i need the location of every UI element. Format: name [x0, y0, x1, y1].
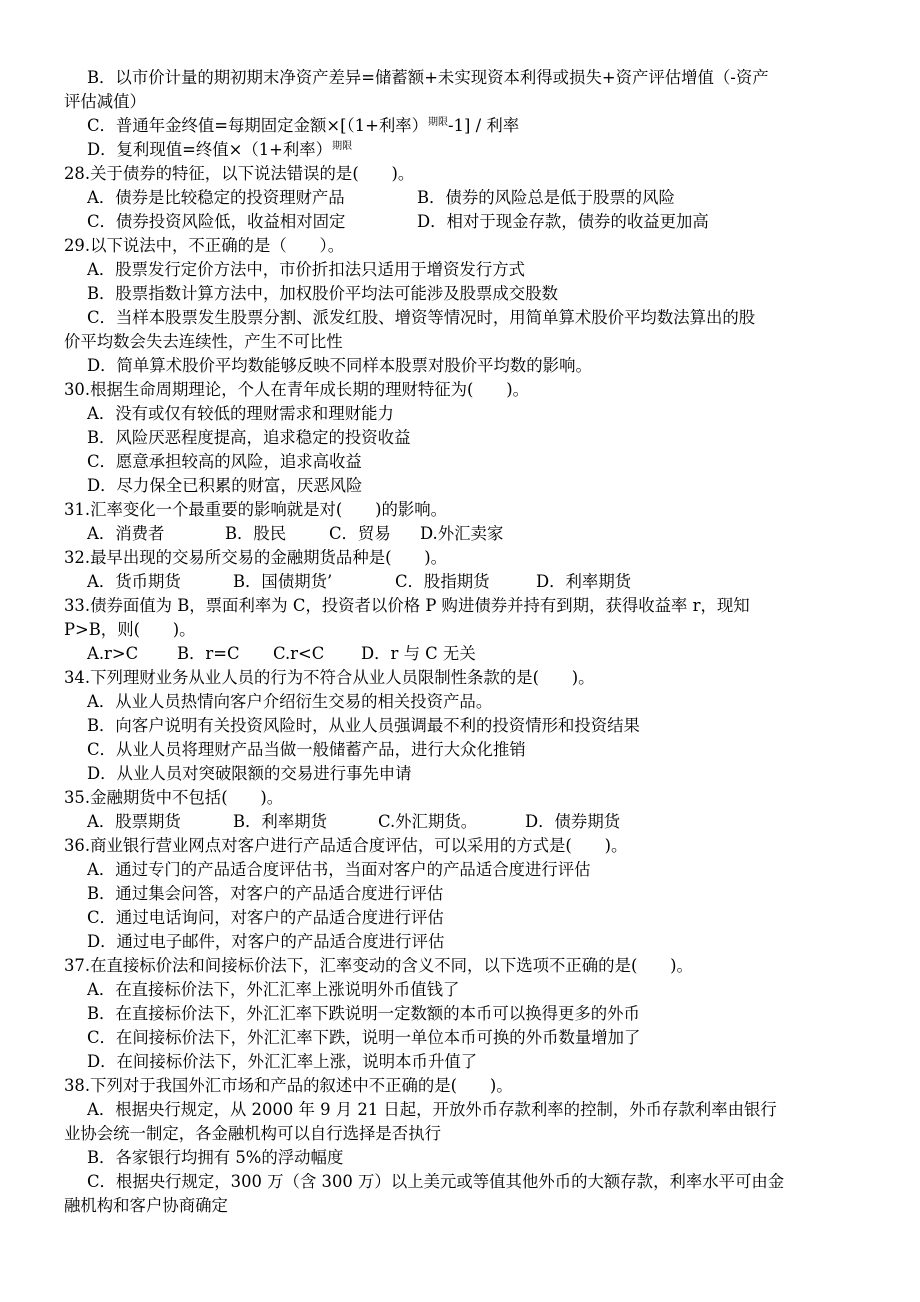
question-36-option-d: D．通过电子邮件，对客户的产品适合度进行评估 — [87, 932, 445, 951]
question-38-option-a-line2: 业协会统一制定，各金融机构可以自行选择是否执行 — [64, 1124, 441, 1143]
question-33-stem-line1: 33.债券面值为 B，票面利率为 C，投资者以价格 P 购进债券并持有到期，获得收益率 r，现知 — [64, 596, 750, 615]
question-31-option-c: C．贸易 — [329, 524, 391, 543]
question-28-options-row2 — [0, 210, 920, 234]
question-35-option-b: B．利率期货 — [233, 812, 327, 831]
question-35-stem: 35.金融期货中不包括( )。 — [64, 788, 284, 807]
question-38-option-b: B．各家银行均拥有 5%的浮动幅度 — [87, 1148, 344, 1167]
question-33-option-a: A.r>C — [87, 644, 139, 663]
question-33-options — [0, 642, 920, 666]
question-33-option-b: B．r=C — [177, 644, 240, 663]
question-35-options — [0, 810, 920, 834]
question-37-option-a: A．在直接标价法下，外汇汇率上涨说明外币值钱了 — [87, 980, 460, 999]
question-29-option-a: A．股票发行定价方法中，市价折扣法只适用于增资发行方式 — [87, 260, 525, 279]
question-36-option-b: B．通过集会问答，对客户的产品适合度进行评估 — [87, 884, 444, 903]
question-35-option-c: C.外汇期货。 — [378, 812, 478, 831]
question-28-option-a: A．债券是比较稳定的投资理财产品 — [87, 188, 345, 207]
question-33-option-d: D．r 与 C 无关 — [361, 644, 476, 663]
question-28-options-row1 — [0, 186, 920, 210]
question-36-option-a: A．通过专门的产品适合度评估书，当面对客户的产品适合度进行评估 — [87, 860, 591, 879]
question-34-option-c: C．从业人员将理财产品当做一般储蓄产品，进行大众化推销 — [87, 740, 526, 759]
question-29-stem: 29.以下说法中，不正确的是（ ）。 — [64, 236, 345, 255]
option-c: C．普通年金终值=每期固定金额×[（1+利率）$^{期限}$-1] / 利率 — [87, 116, 520, 135]
question-32-options — [0, 570, 920, 594]
question-29-option-c-line2: 价平均数会失去连续性，产生不可比性 — [64, 332, 343, 351]
question-35-option-a: A．股票期货 — [87, 812, 181, 831]
question-32-option-c: C．股指期货 — [395, 572, 490, 591]
question-34-option-a: A．从业人员热情向客户介绍衍生交易的相关投资产品。 — [87, 692, 493, 711]
question-28-stem: 28.关于债券的特征，以下说法错误的是( )。 — [64, 164, 415, 183]
question-37-option-b: B．在直接标价法下，外汇汇率下跌说明一定数额的本币可以换得更多的外币 — [87, 1004, 640, 1023]
question-28-option-b: B．债券的风险总是低于股票的风险 — [417, 188, 675, 207]
question-34-stem: 34.下列理财业务从业人员的行为不符合从业人员限制性条款的是( )。 — [64, 668, 595, 687]
question-29-option-c-line1: C．当样本股票发生股票分割、派发红股、增资等情况时，用简单算术股价平均数法算出的股 — [87, 308, 756, 327]
question-31-stem: 31.汇率变化一个最重要的影响就是对( )的影响。 — [64, 500, 448, 519]
question-28-option-c: C．债券投资风险低，收益相对固定 — [87, 212, 346, 231]
question-36-stem: 36.商业银行营业网点对客户进行产品适合度评估，可以采用的方式是( )。 — [64, 836, 628, 855]
question-30-option-b: B．风险厌恶程度提高，追求稳定的投资收益 — [87, 428, 411, 447]
question-38-option-c-line2: 融机构和客户协商确定 — [64, 1196, 228, 1215]
question-30-option-c: C．愿意承担较高的风险，追求高收益 — [87, 452, 362, 471]
question-32-option-a: A．货币期货 — [87, 572, 181, 591]
question-33-stem-line2: P>B，则( )。 — [64, 620, 196, 639]
question-31-option-d: D.外汇卖家 — [420, 524, 504, 543]
question-32-stem: 32.最早出现的交易所交易的金融期货品种是( )。 — [64, 548, 448, 567]
question-32-option-d: D．利率期货 — [536, 572, 632, 591]
question-37-option-d: D．在间接标价法下，外汇汇率上涨，说明本币升值了 — [87, 1052, 478, 1071]
question-29-option-b: B．股票指数计算方法中，加权股价平均法可能涉及股票成交股数 — [87, 284, 558, 303]
question-30-option-d: D．尽力保全已积累的财富，厌恶风险 — [87, 476, 363, 495]
question-31-option-a: A．消费者 — [87, 524, 165, 543]
question-30-option-a: A．没有或仅有较低的理财需求和理财能力 — [87, 404, 394, 423]
question-32-option-b: B．国债期货’ — [233, 572, 333, 591]
question-31-option-b: B．股民 — [225, 524, 287, 543]
question-38-stem: 38.下列对于我国外汇市场和产品的叙述中不正确的是( )。 — [64, 1076, 513, 1095]
question-28-option-d: D．相对于现金存款，债券的收益更加高 — [417, 212, 709, 231]
question-38-option-a-line1: A．根据央行规定，从 2000 年 9 月 21 日起，开放外币存款利率的控制，外币存款利率由银行 — [87, 1100, 777, 1119]
option-d: D．复利现值=终值×（1+利率）$^{期限}$ — [87, 140, 353, 159]
question-33-option-c: C.r<C — [273, 644, 325, 663]
option-b-line2: 评估减值） — [64, 92, 146, 111]
question-30-stem: 30.根据生命周期理论，个人在青年成长期的理财特征为( )。 — [64, 380, 530, 399]
question-34-option-b: B．向客户说明有关投资风险时，从业人员强调最不利的投资情形和投资结果 — [87, 716, 640, 735]
question-29-option-d: D．简单算术股价平均数能够反映不同样本股票对股价平均数的影响。 — [87, 356, 592, 375]
question-38-option-c-line1: C．根据央行规定，300 万（含 300 万）以上美元或等值其他外币的大额存款，利率水平可由金 — [87, 1172, 785, 1191]
question-37-stem: 37.在直接标价法和间接标价法下，汇率变动的含义不同，以下选项不正确的是( )。 — [64, 956, 693, 975]
option-b-line1: B．以市价计量的期初期末净资产差异=储蓄额+未实现资本利得或损失+资产评估增值（-资产 — [87, 68, 769, 87]
question-31-options — [0, 522, 920, 546]
question-34-option-d: D．从业人员对突破限额的交易进行事先申请 — [87, 764, 412, 783]
question-35-option-d: D．债券期货 — [525, 812, 621, 831]
question-37-option-c: C．在间接标价法下，外汇汇率下跌，说明一单位本币可换的外币数量增加了 — [87, 1028, 641, 1047]
question-36-option-c: C．通过电话询问，对客户的产品适合度进行评估 — [87, 908, 444, 927]
